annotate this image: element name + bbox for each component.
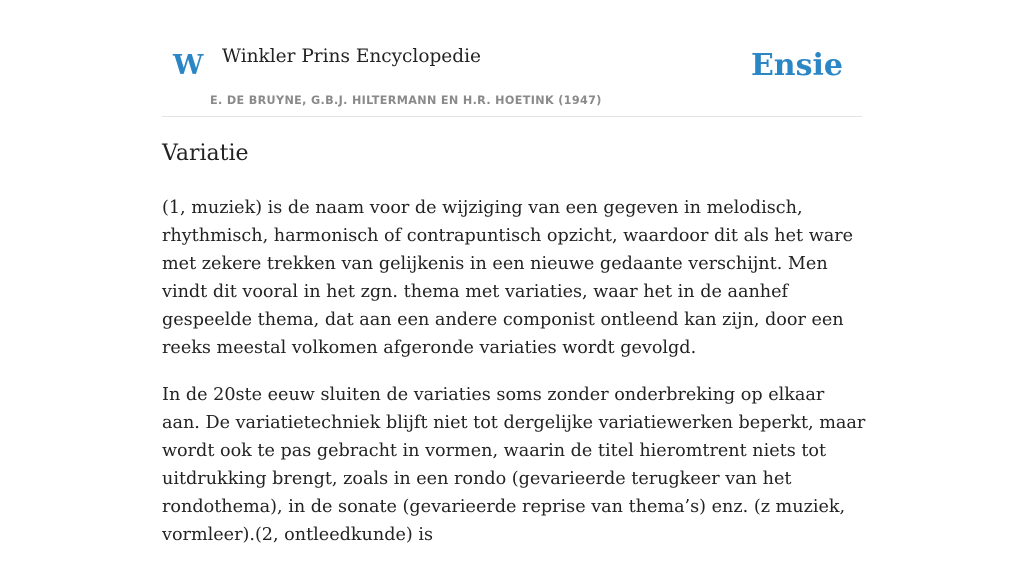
article-title: Variatie (162, 141, 249, 166)
article-paragraph: (1, muziek) is de naam voor de wijziging van een gegeven in melodisch, rhythmisch, harmonisch of contrapuntisch opzicht, waardoor dit als het ware met zekere trekken van gelijkenis in een nieuwe gedaante verschijnt. Men vindt dit vooral in het zgn. thema met variaties, waar het in de aanhef gespeelde thema, dat aan een andere componist ontleend kan zijn, door een reeks meestal volkomen afgeronde variaties wordt gevolgd. (162, 198, 854, 358)
site-header (162, 0, 862, 117)
article-paragraph: In de 20ste eeuw sluiten de variaties soms zonder onderbreking op elkaar aan. De variatietechniek blijft niet tot dergelijke variatiewerken beperkt, maar wordt ook te pas gebracht in vormen, waarin de titel hieromtrent niets tot uitdrukking brengt, zoals in een rondo (gevarieerde terugkeer van het rondothema), in de sonate (gevarieerde reprise van thema’s) enz. (z muziek, vormleer).(2, ontleedkunde) is (162, 385, 866, 545)
publication-title[interactable]: Winkler Prins Encyclopedie (222, 46, 481, 67)
article (162, 138, 866, 568)
publication-logo[interactable]: W (173, 50, 204, 81)
ensie-brand-logo[interactable]: Ensie (750, 48, 843, 83)
publication-authors: E. DE BRUYNE, G.B.J. HILTERMANN EN H.R. HOETINK (1947) (210, 94, 602, 107)
